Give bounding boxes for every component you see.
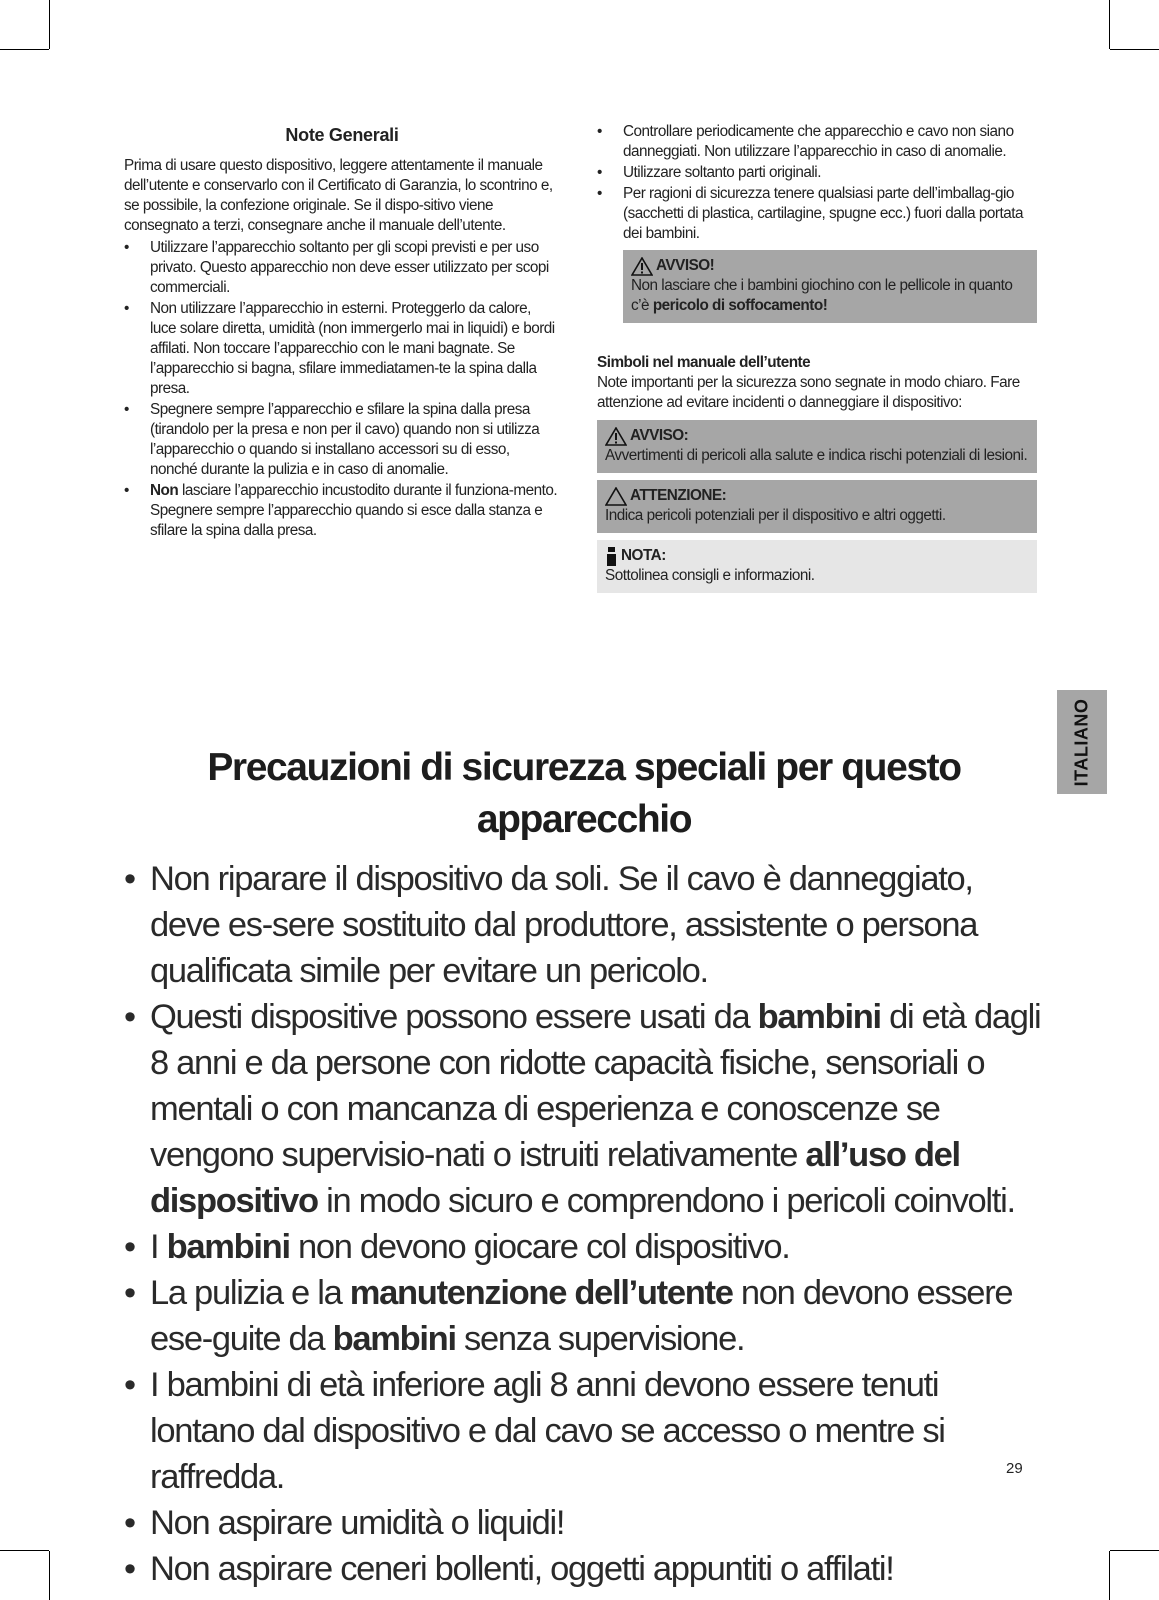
general-notes-column (124, 122, 560, 542)
page-number: 29 (1006, 1460, 1023, 1477)
symbols-title: Simboli nel manuale dell’utente (597, 354, 811, 371)
info-icon (605, 546, 617, 566)
text-run: I (150, 1228, 167, 1266)
text-run: non devono essere ese-guite da (150, 1274, 1013, 1358)
avviso-header (605, 426, 1029, 446)
precaution-item (124, 994, 1044, 1224)
bold-text: manutenzione dell’utente (349, 1274, 733, 1312)
warning-triangle-icon (631, 257, 653, 276)
precaution-item (124, 1270, 1044, 1362)
suffocation-warning-box (623, 250, 1037, 323)
warning-text (631, 276, 1029, 316)
bold-text: Non (150, 482, 179, 499)
nota-header (605, 546, 1029, 566)
avviso-text: Avvertimenti di pericoli alla salute e indica rischi potenziali di lesioni. (605, 447, 1028, 464)
general-bullet: • Non utilizzare l’apparecchio in esterni. Proteggerlo da calore, luce solare diretta, umidità (non immergerlo mai in liquidi) e bordi affilati. Non toccare l’apparecchio con le mani bagnate. Se l’apparecchio si bagna, sfilare immediatamen-te la spina dalla presa. (124, 299, 560, 399)
general-bullet (124, 481, 560, 541)
crop-mark (1110, 49, 1159, 50)
general-bullet-list (124, 238, 560, 541)
general-notes-title: Note Generali (285, 125, 399, 145)
text-run: La pulizia e la (150, 1274, 350, 1312)
general-bullet: • Utilizzare l’apparecchio soltanto per gli scopi previsti e per uso privato. Questo apparecchio non deve esser utilizzato per scopi commerciali. (124, 238, 560, 298)
special-precautions-list (124, 856, 1044, 1592)
warning-triangle-icon (605, 427, 627, 446)
bold-text: all’uso del dispositivo (150, 1136, 960, 1220)
attenzione-header (605, 486, 1029, 506)
right-bullet: • Controllare periodicamente che apparecchio e cavo non siano danneggiati. Non utilizzare l’apparecchio in caso di anomalie. (597, 122, 1037, 162)
text-run: non devono giocare col dispositivo. (289, 1228, 790, 1266)
nota-title: NOTA: (621, 547, 666, 564)
caution-triangle-icon (605, 487, 627, 506)
bold-text: bambini (332, 1320, 456, 1358)
warning-title: AVVISO! (656, 257, 715, 274)
crop-mark (0, 1550, 49, 1551)
language-tab (1057, 690, 1107, 794)
right-bullet-list (597, 122, 1037, 244)
general-bullet: • Spegnere sempre l’apparecchio e sfilare la spina dalla presa (tirandolo per la presa e non per il cavo) quando non si utilizza l’apparecchio o quando si installano accessori su di esso, nonché durante la pulizia e in caso di anomalie. (124, 400, 560, 480)
precaution-item (124, 1224, 1044, 1270)
attenzione-title: ATTENZIONE: (630, 487, 727, 504)
bold-text: bambini (166, 1228, 290, 1266)
precaution-item: • I bambini di età inferiore agli 8 anni devono essere tenuti lontano dal dispositivo e dal cavo se accesso o mentre si raffredda. (124, 1362, 1044, 1500)
special-precautions-title: Precauzioni di sicurezza speciali per questo apparecchio (207, 746, 961, 841)
right-column (597, 122, 1037, 593)
crop-mark (1109, 0, 1110, 49)
nota-box (597, 540, 1037, 593)
right-bullet: • Utilizzare soltanto parti originali. (597, 163, 1037, 183)
warning-text-plain: Non lasciare che i bambini giochino con le pellicole in quanto c’è (631, 277, 1013, 314)
warning-box-header (631, 256, 1029, 276)
precaution-item: • Non aspirare ceneri bollenti, oggetti appuntiti o affilati! (124, 1546, 1044, 1592)
text-run: di età dagli 8 anni e da persone con ridotte capacità fisiche, sensoriali o mentali o con mancanza di esperienza e conoscenze se vengono supervisio-nati o istruiti relativamente (150, 998, 1041, 1174)
attenzione-box (597, 480, 1037, 533)
bold-text: bambini (757, 998, 881, 1036)
precaution-item: • Non aspirare umidità o liquidi! (124, 1500, 1044, 1546)
avviso-box (597, 420, 1037, 473)
avviso-title: AVVISO: (630, 427, 689, 444)
crop-mark (1109, 1551, 1110, 1600)
nota-text: Sottolinea consigli e informazioni. (605, 567, 815, 584)
crop-mark (0, 49, 49, 50)
crop-mark (1110, 1550, 1159, 1551)
right-bullet: • Per ragioni di sicurezza tenere qualsiasi parte dell’imballag-gio (sacchetti di plastica, cartilagine, spugne ecc.) fuori dalla portata dei bambini. (597, 184, 1037, 244)
crop-mark (49, 1551, 50, 1600)
crop-mark (49, 0, 50, 49)
symbols-intro: Note importanti per la sicurezza sono segnate in modo chiaro. Fare attenzione ad evitare incidenti o danneggiare il dispositivo: (597, 374, 1020, 411)
text-run: in modo sicuro e comprendono i pericoli coinvolti. (317, 1182, 1015, 1220)
text-run: Questi dispositive possono essere usati da (150, 998, 758, 1036)
general-intro: Prima di usare questo dispositivo, leggere attentamente il manuale dell’utente e conservarlo con il Certificato di Garanzia, lo scontrino e, se possibile, la confezione originale. Se il dispo-sitivo viene consegnato a terzi, consegnare anche il manuale dell’utente. (124, 157, 553, 234)
precaution-item: • Non riparare il dispositivo da soli. Se il cavo è danneggiato, deve es-sere sostituito dal produttore, assistente o persona qualificata simile per evitare un pericolo. (124, 856, 1044, 994)
bullet-text: lasciare l’apparecchio incustodito durante il funziona-mento. Spegnere sempre l’apparecchio quando si esce dalla stanza e sfilare la spina dalla presa. (150, 482, 558, 539)
attenzione-text: Indica pericoli potenziali per il dispositivo e altri oggetti. (605, 507, 946, 524)
special-precautions-section (124, 742, 1044, 1592)
language-tab-label: ITALIANO (1071, 698, 1092, 786)
warning-text-bold: pericolo di soffocamento! (652, 297, 828, 314)
text-run: senza supervisione. (455, 1320, 745, 1358)
